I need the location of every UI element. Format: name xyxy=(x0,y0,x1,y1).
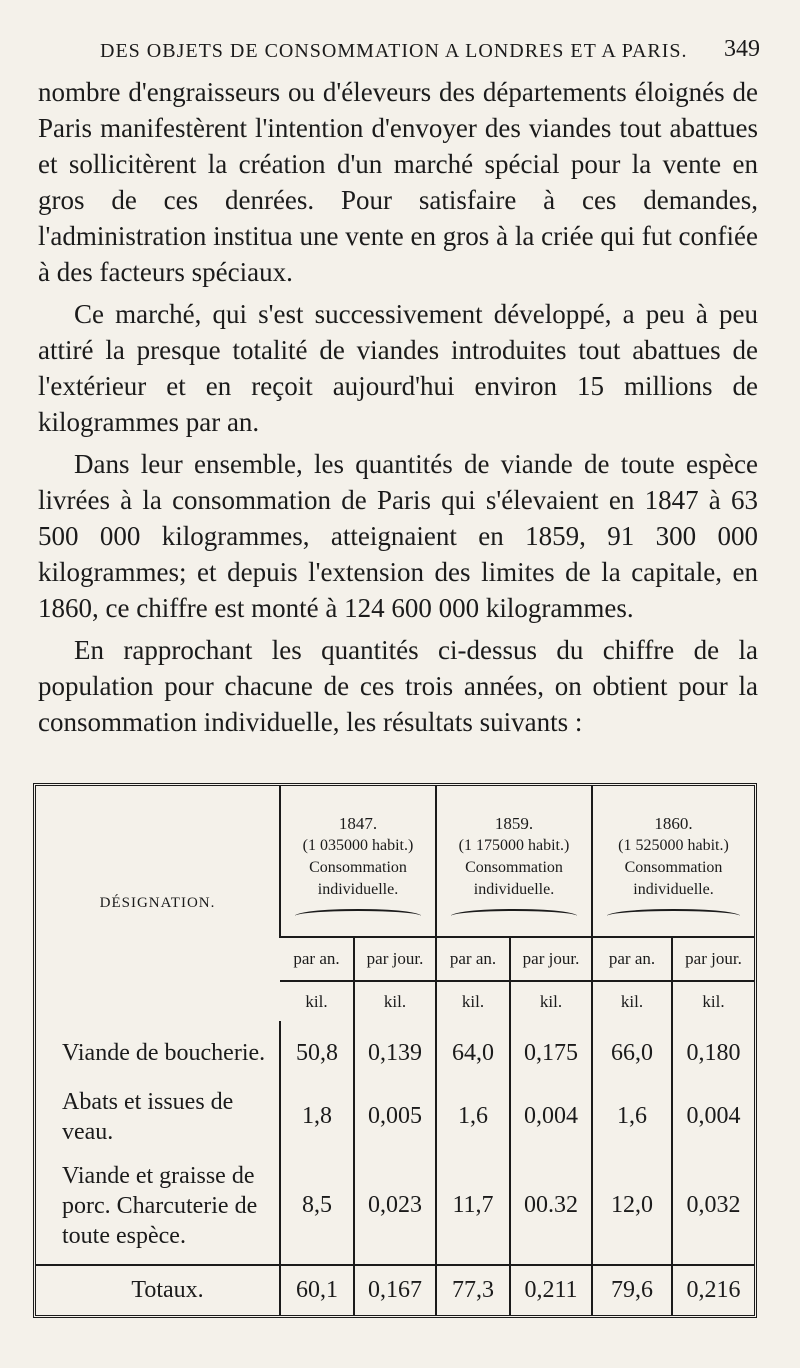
designation-header: DÉSIGNATION. xyxy=(99,895,216,912)
table-cell: 64,0 xyxy=(436,1021,510,1085)
table-cell: 1,8 xyxy=(280,1086,354,1148)
per-day-header: par jour. xyxy=(354,937,436,981)
table-cell: 0,216 xyxy=(672,1265,754,1315)
year-header-1860 xyxy=(592,786,754,937)
table-row xyxy=(36,1086,754,1148)
paragraph-1: nombre d'engraisseurs ou d'éleveurs des départements éloignés de Paris manifestèrent l'intention d'envoyer des viandes tout abattues et sollicitèrent la création d'un marché spécial pour la vente en gros de ces denrées. Pour satisfaire à ces demandes, l'administration institua une vente en gros à la criée qui fut confiée à des facteurs spéciaux. xyxy=(38,77,758,287)
table-cell: 0,175 xyxy=(510,1021,592,1085)
table-cell: 11,7 xyxy=(436,1148,510,1265)
table-cell: 8,5 xyxy=(280,1148,354,1265)
table-cell: 79,6 xyxy=(592,1265,672,1315)
per-year-header: par an. xyxy=(436,937,510,981)
year-label: 1859. xyxy=(494,813,534,833)
table-row xyxy=(36,1148,754,1265)
brace xyxy=(607,909,740,923)
table-cell: 50,8 xyxy=(280,1021,354,1085)
population-label: (1 035000 habit.) xyxy=(302,836,414,854)
totals-label: Totaux. xyxy=(36,1265,280,1315)
unit-label: kil. xyxy=(510,981,592,1021)
population-label: (1 175000 habit.) xyxy=(458,836,570,854)
paragraph-2: Ce marché, qui s'est successivement développé, a peu à peu attiré la presque totalité de viandes introduites tout abattues de l'extérieur et en reçoit aujourd'hui environ 15 millions de kilogrammes par an. xyxy=(38,299,758,437)
table-cell: 77,3 xyxy=(436,1265,510,1315)
row-label: Viande et graisse de porc. Charcuterie de toute espèce. xyxy=(62,1162,258,1249)
table-cell: 0,004 xyxy=(510,1086,592,1148)
paragraph-4: En rapprochant les quantités ci-dessus du chiffre de la population pour chacune de ces trois années, on obtient pour la consommation individuelle, les résultats suivants : xyxy=(38,635,758,737)
table-cell: 0,139 xyxy=(354,1021,436,1085)
table-cell: 0,180 xyxy=(672,1021,754,1085)
per-day-header: par jour. xyxy=(510,937,592,981)
row-label: Abats et issues de veau. xyxy=(62,1088,234,1145)
year-header-1859 xyxy=(436,786,592,937)
table-cell: 1,6 xyxy=(436,1086,510,1148)
body-text xyxy=(38,74,758,740)
consumption-label: Consommation individuelle. xyxy=(465,858,563,898)
consumption-table xyxy=(33,783,757,1318)
consumption-label: Consommation individuelle. xyxy=(309,858,407,898)
table-cell: 12,0 xyxy=(592,1148,672,1265)
unit-label: kil. xyxy=(592,981,672,1021)
header-title: DES OBJETS DE CONSOMMATION A LONDRES ET A PARIS. xyxy=(100,40,688,62)
year-header-1847 xyxy=(280,786,436,937)
population-label: (1 525000 habit.) xyxy=(618,836,729,854)
table-cell: 00.32 xyxy=(510,1148,592,1265)
table-cell: 0,032 xyxy=(672,1148,754,1265)
table-cell: 0,167 xyxy=(354,1265,436,1315)
table-row xyxy=(36,1021,754,1085)
table-cell: 0,004 xyxy=(672,1086,754,1148)
consumption-label: Consommation individuelle. xyxy=(624,858,723,898)
unit-label: kil. xyxy=(305,991,328,1011)
year-label: 1847. xyxy=(338,813,378,833)
row-label: Viande de boucherie. xyxy=(62,1040,266,1067)
per-year-header: par an. xyxy=(592,937,672,981)
year-label: 1860. xyxy=(654,813,693,833)
table-cell: 60,1 xyxy=(280,1265,354,1315)
brace xyxy=(295,909,421,923)
per-day-header: par jour. xyxy=(672,937,754,981)
brace xyxy=(451,909,577,923)
paragraph-3: Dans leur ensemble, les quantités de viande de toute espèce livrées à la consommation de Paris qui s'élevaient en 1847 à 63 500 000 kilogrammes, atteignaient en 1859, 91 300 000 kilogrammes; et depuis l'extension des limites de la capitale, en 1860, ce chiffre est monté à 124 600 000 kilogrammes. xyxy=(38,449,758,623)
unit-label: kil. xyxy=(672,981,754,1021)
table-cell: 0,211 xyxy=(510,1265,592,1315)
totals-row xyxy=(36,1265,754,1315)
per-year-header: par an. xyxy=(280,937,354,981)
running-header xyxy=(100,36,760,74)
table-cell: 1,6 xyxy=(592,1086,672,1148)
table-cell: 0,023 xyxy=(354,1148,436,1265)
unit-label: kil. xyxy=(354,981,436,1021)
unit-label: kil. xyxy=(436,981,510,1021)
page-number: 349 xyxy=(724,36,760,62)
table-cell: 66,0 xyxy=(592,1021,672,1085)
table-cell: 0,005 xyxy=(354,1086,436,1148)
